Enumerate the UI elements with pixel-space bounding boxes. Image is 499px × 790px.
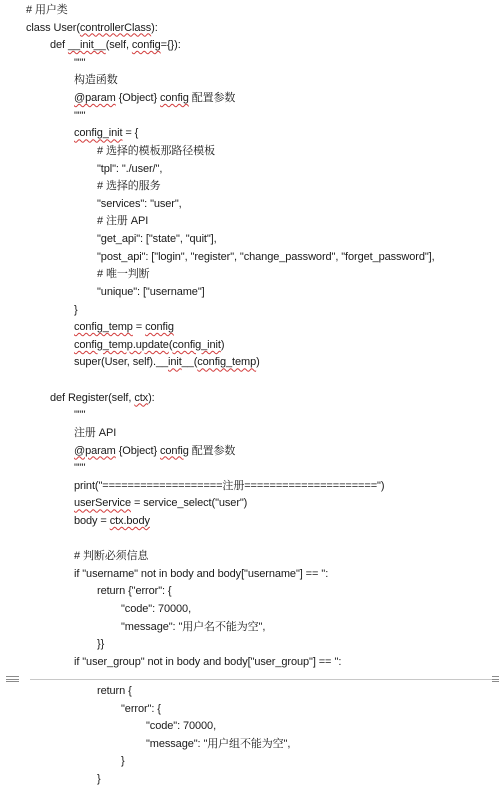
code-line <box>74 303 78 317</box>
code-line <box>121 620 265 634</box>
spellcheck-flagged-token: config_temp <box>197 356 257 369</box>
code-token: if "user_group" not in body and body["user_group"] == '': <box>74 655 342 668</box>
code-token: {Object} <box>115 92 161 105</box>
code-token: }} <box>97 638 105 651</box>
page-break-marker-left <box>6 676 19 682</box>
code-line <box>146 719 216 733</box>
code-token: "get_api": ["state", "quit"], <box>97 233 217 246</box>
code-token: "post_api": ["login", "register", "change_password", "forget_password"], <box>97 250 435 263</box>
code-token: 注册 API <box>74 426 117 439</box>
code-token: "tpl": "./user/", <box>97 162 163 175</box>
spellcheck-flagged-token: config <box>160 444 189 457</box>
code-line <box>74 549 148 563</box>
spellcheck-flagged-token: config <box>160 92 189 105</box>
code-token: ): <box>151 21 158 34</box>
code-line <box>74 91 235 105</box>
code-token: return {"error": { <box>97 585 172 598</box>
code-token: """ <box>74 56 86 69</box>
spellcheck-flagged-token: config_temp.update <box>74 338 169 351</box>
code-line <box>121 602 191 616</box>
code-line <box>74 126 138 140</box>
code-token: class User( <box>26 21 80 34</box>
code-token: """ <box>74 409 86 422</box>
code-token: ) <box>256 356 260 369</box>
code-token: } <box>74 303 78 316</box>
code-line <box>121 754 125 768</box>
code-line <box>97 250 435 264</box>
code-line <box>97 179 160 193</box>
code-line <box>74 73 118 87</box>
code-token: {Object} <box>115 444 161 457</box>
code-token: # 用户类 <box>26 4 68 16</box>
code-line <box>97 214 148 228</box>
code-line <box>146 737 290 751</box>
code-line <box>74 408 85 422</box>
code-line <box>97 162 162 176</box>
page-break-marker-right <box>492 676 499 682</box>
code-line <box>74 355 260 369</box>
code-line <box>74 461 85 475</box>
code-line <box>97 144 215 158</box>
code-token: } <box>97 773 101 786</box>
code-line <box>97 285 205 299</box>
code-token: 配置参数 <box>188 444 236 457</box>
code-token: # 选择的服务 <box>97 180 161 193</box>
code-token: """ <box>74 462 86 475</box>
code-line <box>74 338 224 352</box>
code-token: return { <box>97 685 132 697</box>
code-token: __( <box>181 356 198 369</box>
spellcheck-flagged-token: config <box>131 39 161 52</box>
code-token: ={}): <box>160 39 181 52</box>
spellcheck-flagged-token: controllerClass <box>79 21 152 34</box>
code-line <box>26 3 68 17</box>
code-token: = <box>132 321 146 334</box>
code-token: ): <box>148 391 155 404</box>
code-line <box>121 702 161 716</box>
code-line <box>26 21 158 35</box>
code-token: def Register(self, <box>50 391 135 404</box>
code-line <box>74 496 247 510</box>
code-token: # 判断必须信息 <box>74 550 149 563</box>
code-token: if "username" not in body and body["username"] == '': <box>74 567 329 580</box>
spellcheck-flagged-token: config_init <box>172 338 221 351</box>
spellcheck-flagged-token: @param <box>74 92 116 105</box>
code-token: # 选择的模板那路径模板 <box>97 144 215 157</box>
page-break-line <box>30 679 495 680</box>
code-token: # 唯一判断 <box>97 268 150 281</box>
code-line <box>74 567 328 581</box>
spellcheck-flagged-token: userService <box>74 497 131 510</box>
code-token: "code": 70000, <box>146 720 217 733</box>
code-line <box>74 320 174 334</box>
code-token: """ <box>74 109 86 122</box>
code-token: # 注册 API <box>97 215 149 228</box>
code-token: body = <box>74 514 110 527</box>
code-token: ( <box>168 338 173 351</box>
code-line <box>97 197 182 211</box>
code-token: "services": "user", <box>97 197 182 210</box>
spellcheck-flagged-token: ctx <box>134 391 149 404</box>
code-line <box>97 637 104 651</box>
code-token: print("===================注册=====================") <box>74 479 385 492</box>
code-token: super(User, self).__ <box>74 356 168 369</box>
code-token: (self, <box>105 39 132 52</box>
code-token: 配置参数 <box>188 92 236 105</box>
code-token: "error": { <box>121 702 161 715</box>
code-token: = { <box>122 127 139 140</box>
spellcheck-flagged-token: config_temp <box>74 321 133 334</box>
code-line <box>74 426 116 440</box>
spellcheck-flagged-token: @param <box>74 444 116 457</box>
code-line <box>97 232 217 246</box>
spellcheck-flagged-token: config <box>145 321 174 334</box>
code-token: } <box>121 755 125 768</box>
code-line <box>97 772 101 786</box>
code-line <box>50 38 181 52</box>
code-token: "code": 70000, <box>121 603 192 616</box>
code-line <box>97 267 150 281</box>
code-line <box>74 479 384 493</box>
spellcheck-flagged-token: init <box>167 356 182 369</box>
code-line <box>74 655 341 669</box>
code-token: "message": "用户名不能为空", <box>121 620 266 633</box>
code-line <box>74 56 85 70</box>
code-token: "message": "用户组不能为空", <box>146 737 291 750</box>
code-line <box>74 109 85 123</box>
code-line <box>74 514 150 528</box>
code-line <box>97 684 132 698</box>
code-token: 构造函数 <box>74 74 118 87</box>
code-line <box>97 584 172 598</box>
code-line <box>50 391 155 405</box>
code-token: = service_select("user") <box>130 497 248 510</box>
spellcheck-flagged-token: __init__ <box>67 39 106 52</box>
code-line <box>74 444 235 458</box>
code-token: "unique": ["username"] <box>97 285 205 298</box>
code-token: ) <box>220 338 225 351</box>
code-token: def <box>50 39 68 52</box>
spellcheck-flagged-token: ctx.body <box>109 514 150 527</box>
spellcheck-flagged-token: config_init <box>74 127 123 140</box>
